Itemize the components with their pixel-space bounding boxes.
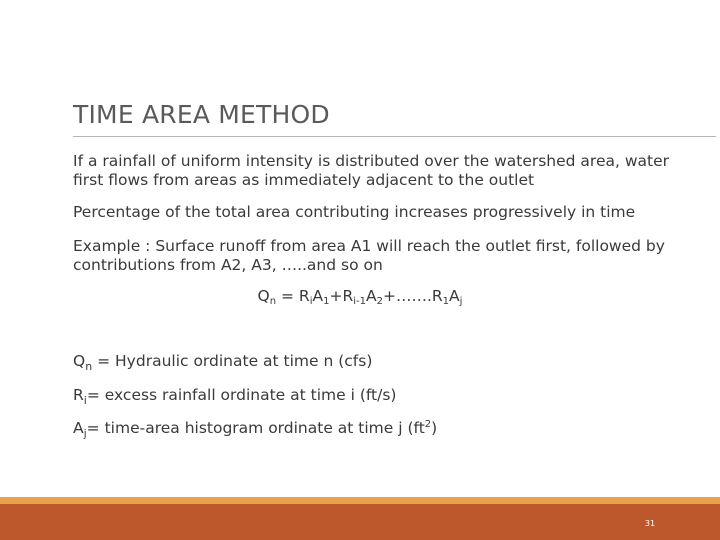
runoff-equation — [0, 287, 720, 305]
definition-symbol: A — [73, 419, 84, 437]
equation-term: A — [449, 287, 460, 305]
paragraph-example: Example : Surface runoff from area A1 will reach the outlet first, followed by contributions from A2, A3, …..and so on — [73, 237, 665, 274]
equation-term: +…….R — [382, 287, 443, 305]
equation-term: +R — [329, 287, 354, 305]
equation-term: A — [312, 287, 324, 305]
equation-subscript: i-1 — [353, 296, 366, 307]
definition-text: = Hydraulic ordinate at time n (cfs) — [92, 352, 373, 370]
definition-symbol: Q — [73, 352, 86, 370]
definition-subscript: j — [83, 427, 87, 440]
equation-subscript: i — [309, 296, 313, 307]
definition-r — [73, 386, 397, 407]
footer-bar — [0, 504, 720, 540]
definition-text: = excess rainfall ordinate at time i (ft/s) — [86, 386, 397, 404]
title-divider — [73, 136, 716, 137]
page-number: 31 — [644, 519, 656, 528]
definition-symbol: R — [73, 386, 84, 404]
definition-a — [73, 419, 438, 440]
equation-term: Q — [257, 287, 270, 305]
equation-subscript: 2 — [376, 296, 383, 307]
definition-subscript: n — [85, 360, 93, 373]
equation-subscript: 1 — [442, 296, 450, 307]
definition-subscript: i — [83, 394, 87, 407]
equation-subscript: j — [459, 296, 463, 307]
paragraph-contributing-area: Percentage of the total area contributing increases progressively in time — [73, 203, 636, 221]
slide-title: TIME AREA METHOD — [73, 100, 330, 129]
equation-term: A — [366, 287, 377, 305]
definition-superscript: 2 — [424, 419, 432, 430]
definition-q — [73, 352, 373, 373]
equation-term: = R — [276, 287, 310, 305]
footer-accent-band — [0, 497, 720, 504]
definition-text: = time-area histogram ordinate at time j (ft — [86, 419, 425, 437]
definition-text-end: ) — [431, 419, 438, 437]
equation-subscript: 1 — [323, 296, 330, 307]
equation-subscript: n — [269, 296, 277, 307]
paragraph-uniform-rainfall: If a rainfall of uniform intensity is distributed over the watershed area, water first flows from areas as immediately adjacent to the outlet — [73, 152, 670, 189]
